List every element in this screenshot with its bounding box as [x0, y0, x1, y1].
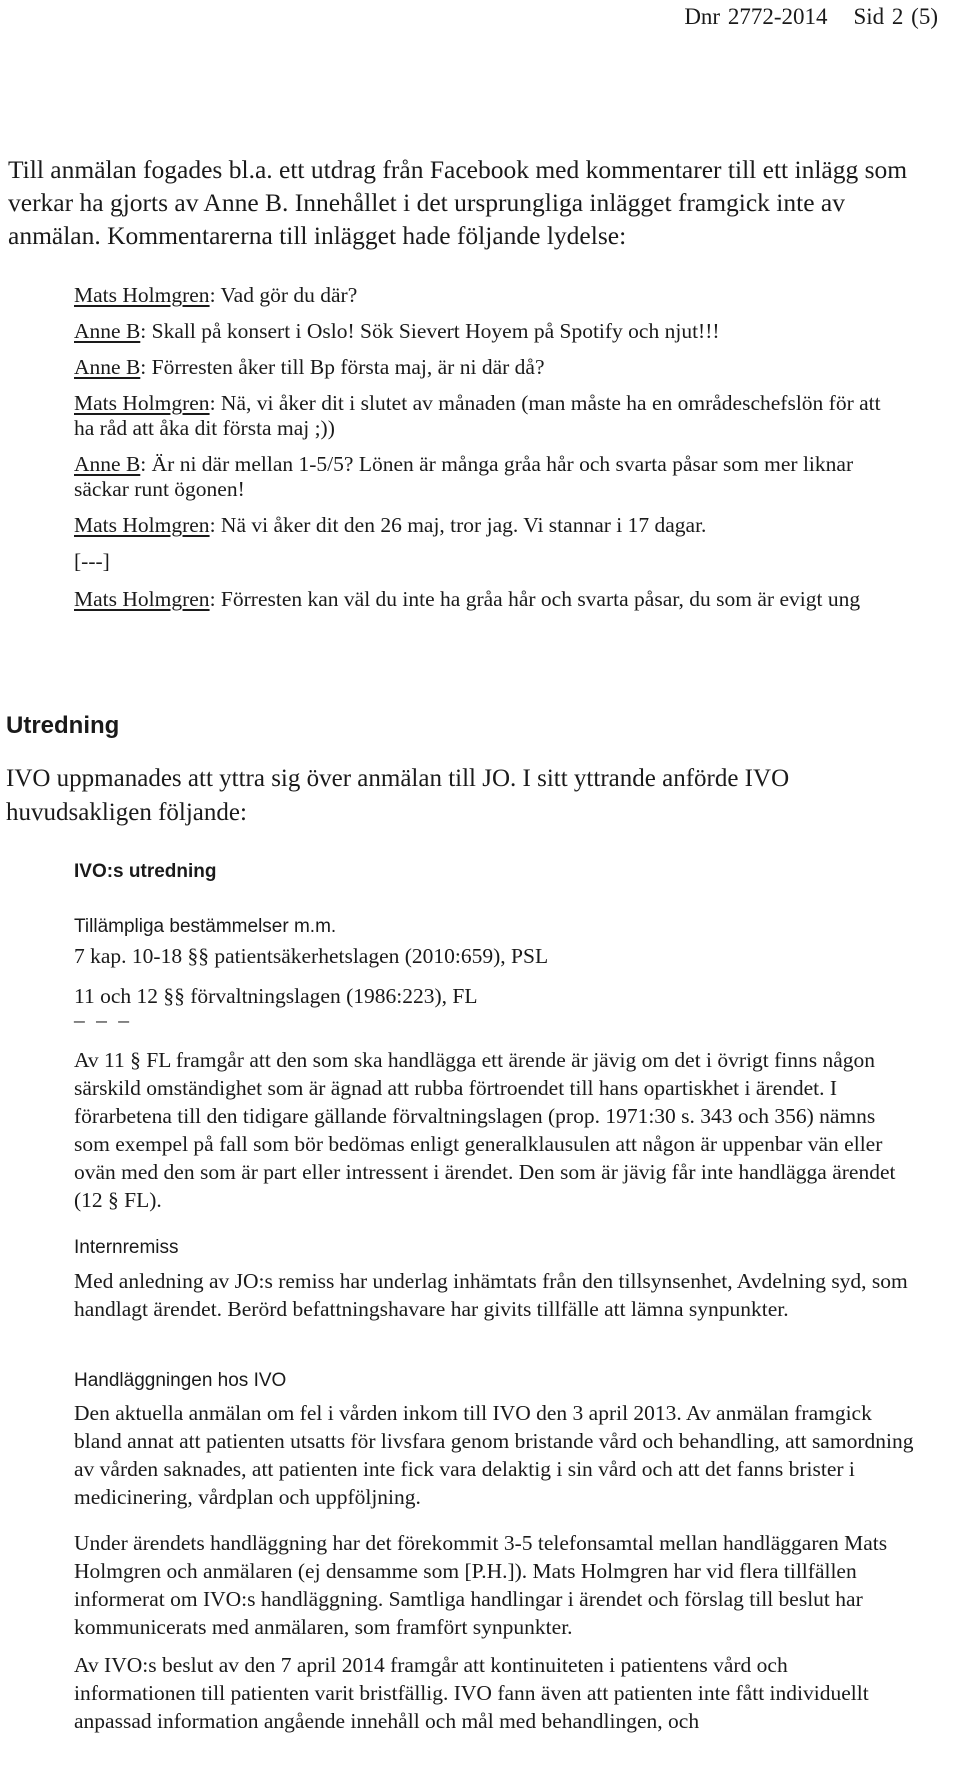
ivo-intro-paragraph: IVO uppmanades att yttra sig över anmälan till JO. I sitt yttrande anförde IVO huvudsakligen följande:: [6, 765, 790, 826]
comment-author: Mats Holmgren: [74, 587, 210, 611]
comment-item: [74, 587, 904, 612]
body-paragraph: Med anledning av JO:s remiss har underlag inhämtats från den tillsynsenhet, Avdelning syd, som handlagt ärendet. Berörd befattningshavare har givits tillfälle att lämna synpunkter.: [74, 1269, 908, 1321]
subheading-internremiss: Internremiss: [74, 1237, 179, 1258]
comment-author: Mats Holmgren: [74, 391, 210, 415]
applicable-rules-heading: Tillämpliga bestämmelser m.m.: [74, 916, 337, 937]
comment-author: Anne B: [74, 355, 141, 379]
section-heading-utredning: Utredning: [6, 712, 120, 739]
comment-author: Mats Holmgren: [74, 283, 210, 307]
body-paragraph: Av IVO:s beslut av den 7 april 2014 framgår att kontinuiteten i patientens vård och informationen till patienten varit bristfällig. IVO fann även att patienten inte fått individuellt anpassad information angående innehåll och mål med behandlingen, och: [74, 1653, 869, 1733]
comment-text: : Är ni där mellan 1-5/5? Lönen är många gråa hår och svarta påsar som mer liknar säckar runt ögonen!: [74, 452, 854, 501]
page-header: [684, 4, 938, 30]
comment-text: : Nä, vi åker dit i slutet av månaden (man måste ha en områdeschefslön för att ha råd att åka dit första maj ;)): [74, 391, 881, 440]
law-reference: 7 kap. 10-18 §§ patientsäkerhetslagen (2010:659), PSL: [74, 944, 549, 968]
comment-text: : Nä vi åker dit den 26 maj, tror jag. Vi stannar i 17 dagar.: [209, 513, 707, 537]
comment-text: : Förresten kan väl du inte ha gråa hår och svarta påsar, du som är evigt ung: [209, 587, 861, 611]
comment-text: : Vad gör du där?: [209, 283, 358, 307]
subheading-handlaggning: Handläggningen hos IVO: [74, 1370, 287, 1391]
ivo-title: IVO:s utredning: [74, 861, 217, 882]
comment-item: [74, 391, 904, 441]
body-paragraph: Av 11 § FL framgår att den som ska handlägga ett ärende är jävig om det i övrigt finns någon särskild omständighet som är ägnad att rubba förtroendet till hans opartiskhet i ärendet. I förarbetena till den tidigare gällande förvaltningslagen (prop. 1971:30 s. 343 och 356) nämns som exempel på fall som bör bedömas enligt generalklausulen att någon är uppenbar vän eller ovän med den som är part eller intressent i ärendet. Den som är jävig får inte handlägga ärendet (12 § FL).: [74, 1048, 896, 1212]
comment-item: [74, 319, 904, 344]
comment-author: Mats Holmgren: [74, 513, 210, 537]
comment-item: [74, 513, 904, 538]
comment-item: [74, 355, 904, 380]
comment-author: Anne B: [74, 319, 141, 343]
comment-item: [74, 452, 904, 502]
comment-author: Anne B: [74, 452, 141, 476]
law-reference: 11 och 12 §§ förvaltningslagen (1986:223), FL: [74, 984, 478, 1008]
comment-text: : Skall på konsert i Oslo! Sök Sievert Hoyem på Spotify och njut!!!: [140, 319, 720, 343]
intro-paragraph: Till anmälan fogades bl.a. ett utdrag från Facebook med kommentarer till ett inlägg som verkar ha gjorts av Anne B. Innehållet i det ursprungliga inlägget framgick inte av anmälan. Kommentarerna till inlägget hade följande lydelse:: [8, 155, 908, 250]
comment-item: [74, 283, 904, 308]
body-paragraph: Den aktuella anmälan om fel i vården inkom till IVO den 3 april 2013. Av anmälan framgick bland annat att patienten utsatts för livsfara genom bristande vård och behandling, att samordning av vården saknades, att patienten inte fick vara delaktig i sin vård och att det fanns brister i medicinering, vårdplan och uppföljning.: [74, 1401, 914, 1509]
separator-dashes: – – –: [74, 1008, 132, 1032]
body-paragraph: Under ärendets handläggning har det förekommit 3-5 telefonsamtal mellan handläggaren Mats Holmgren och anmälaren (ej densamme som [P.H.]). Mats Holmgren har vid flera tillfällen informerat om IVO:s handläggning. Samtliga handlingar i ärendet och förslag till beslut har kommunicerats med anmälaren, som framfört synpunkter.: [74, 1531, 888, 1639]
comment-text: : Förresten åker till Bp första maj, är ni där då?: [140, 355, 545, 379]
page-number: Sid 2 (5): [853, 4, 938, 29]
diary-number: Dnr 2772-2014: [684, 4, 828, 29]
omission-marker: [---]: [74, 549, 110, 573]
facebook-comments: [74, 283, 904, 623]
